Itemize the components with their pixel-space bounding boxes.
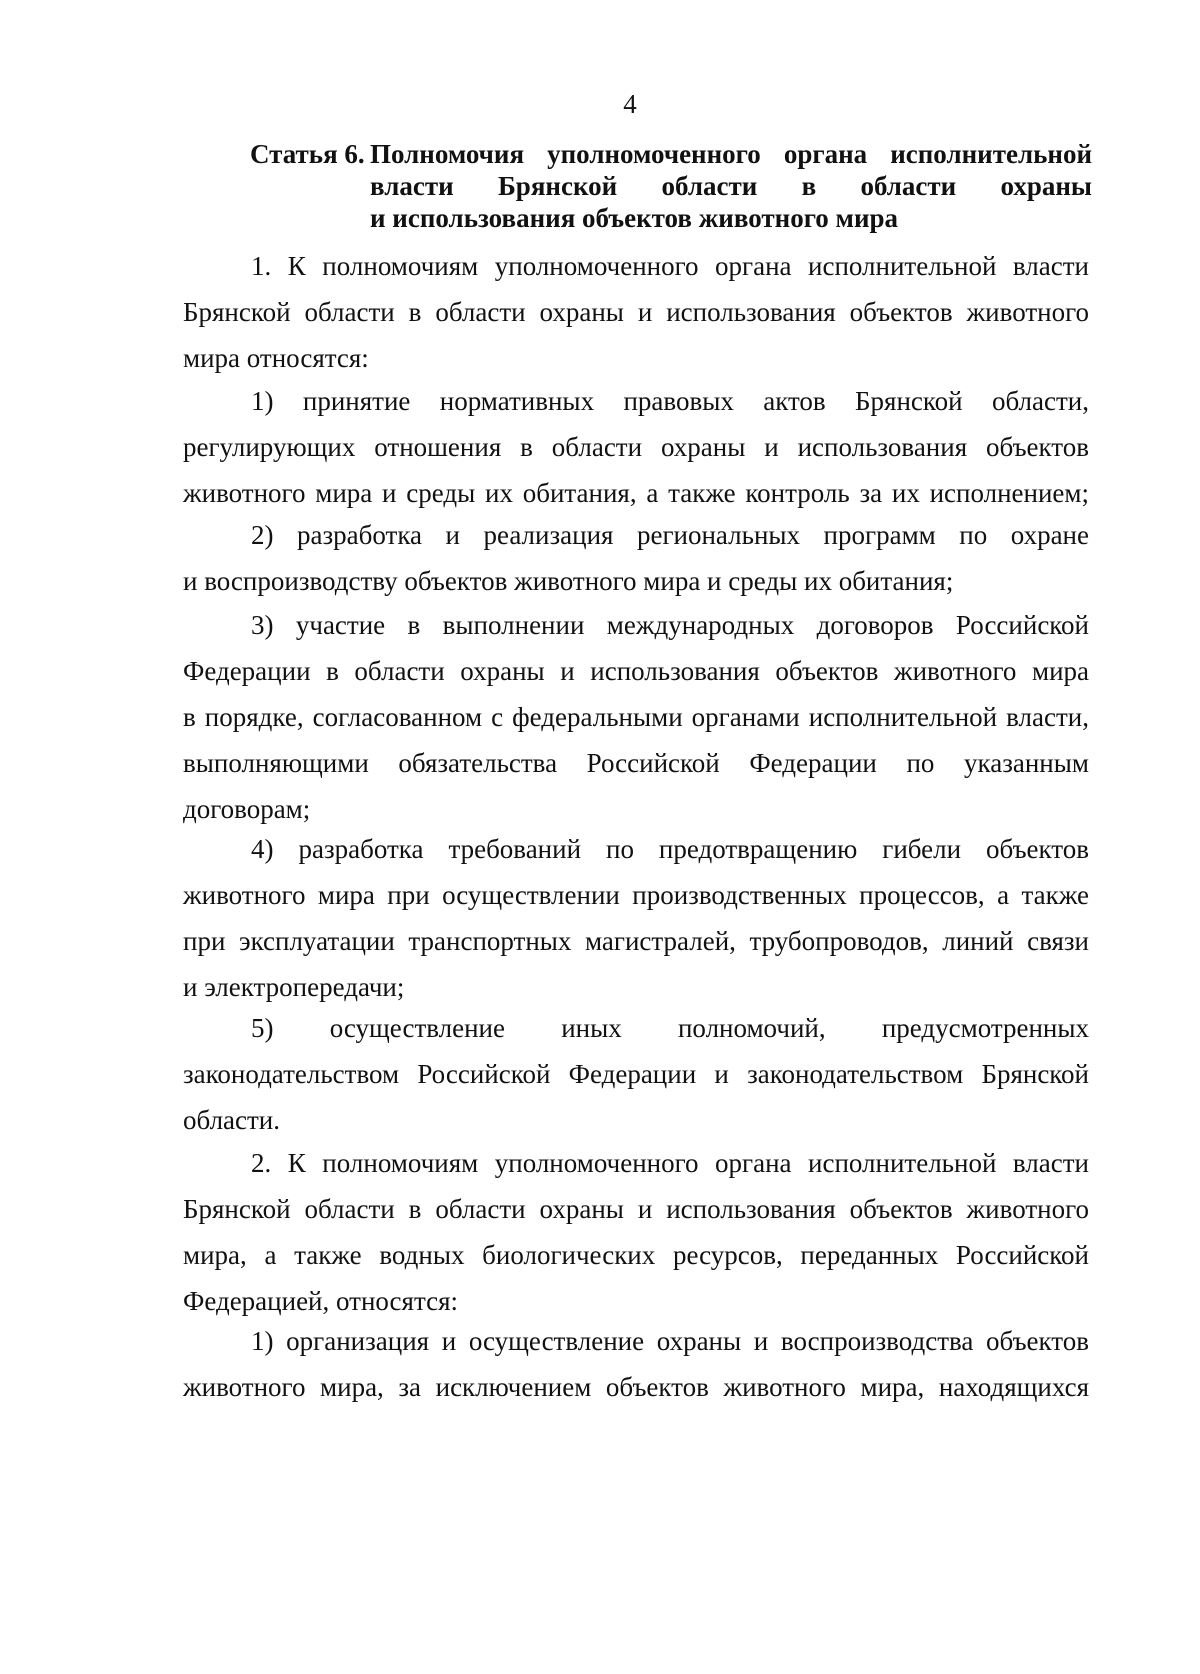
text-line: Федерации в области охраны и использования объектов животного мира [183,656,1089,686]
text-line: 2. К полномочиям уполномоченного органа исполнительной власти [251,1148,1089,1178]
text-line: законодательством Российской Федерации и законодательством Брянской [183,1059,1089,1089]
text-line: в порядке, согласованном с федеральными органами исполнительной власти, [183,702,1089,732]
text-line: животного мира, за исключением объектов животного мира, находящихся [183,1372,1089,1402]
text-line: мира, а также водных биологических ресурсов, переданных Российской [183,1240,1089,1270]
text-line: Брянской области в области охраны и использования объектов животного [183,1194,1089,1224]
text-line: животного мира и среды их обитания, а также контроль за их исполнением; [183,478,1089,508]
text-line: животного мира при осуществлении производственных процессов, а также [183,880,1089,910]
text-line: 4) разработка требований по предотвращению гибели объектов [251,834,1089,864]
text-line: и электропередачи; [183,972,405,1002]
paragraph-2 [183,1140,1089,1324]
article-title-line: Полномочия уполномоченного органа исполнительной [370,139,1092,169]
paragraph-1-item-5 [183,1005,1089,1143]
article-title-line: и использования объектов животного мира [370,203,899,233]
article-title [370,138,1092,234]
article-title-line: власти Брянской области в области охраны [370,171,1092,201]
text-line: Федерацией, относятся: [183,1286,458,1316]
page-number: 4 [623,89,637,119]
text-line: регулирующих отношения в области охраны и использования объектов [183,432,1089,462]
text-line: при эксплуатации транспортных магистралей, трубопроводов, линий связи [183,926,1089,956]
paragraph-1-item-3 [183,602,1089,832]
paragraph-1 [183,243,1089,381]
text-line: Брянской области в области охраны и использования объектов животного [183,297,1089,327]
text-line: выполняющими обязательства Российской Федерации по указанным [183,748,1089,778]
paragraph-2-item-1 [183,1318,1089,1410]
text-line: 5) осуществление иных полномочий, предусмотренных [251,1013,1089,1043]
paragraph-1-item-2 [183,512,1089,604]
text-line: 2) разработка и реализация региональных программ по охране [251,520,1089,550]
text-line: мира относятся: [183,343,369,373]
text-line: договорам; [183,794,311,824]
paragraph-1-item-1 [183,378,1089,516]
article-number: Статья 6. [250,139,365,169]
text-line: 3) участие в выполнении международных договоров Российской [251,610,1089,640]
text-line: 1) организация и осуществление охраны и воспроизводства объектов [251,1326,1089,1356]
text-line: области. [183,1105,281,1135]
text-line: 1) принятие нормативных правовых актов Брянской области, [251,386,1089,416]
article-heading [250,138,1092,234]
text-line: и воспроизводству объектов животного мира и среды их обитания; [183,566,954,596]
paragraph-1-item-4 [183,826,1089,1010]
text-line: 1. К полномочиям уполномоченного органа исполнительной власти [251,251,1089,281]
